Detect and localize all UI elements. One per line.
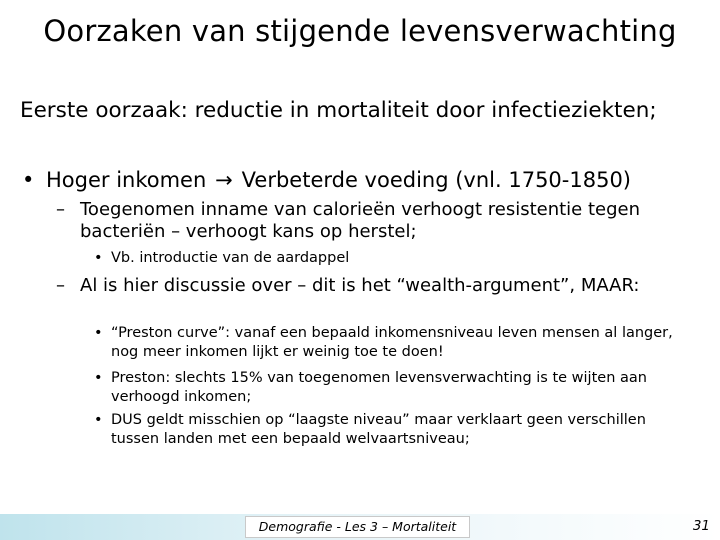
sub-text: “Preston curve”: vanaf een bepaald inkomensniveau leven mensen al langer, nog meer inkomen lijkt er weinig toe te doen! bbox=[111, 325, 673, 360]
sub-marker: • bbox=[94, 412, 103, 428]
sub-marker: • bbox=[94, 250, 103, 266]
dash-marker: – bbox=[56, 199, 65, 220]
sub-marker: • bbox=[94, 325, 103, 341]
sub-text: DUS geldt misschien op “laagste niveau” maar verklaart geen verschillen tussen landen met een bepaald welvaartsniveau; bbox=[111, 412, 646, 447]
footer-course-label: Demografie - Les 3 – Mortaliteit bbox=[245, 516, 470, 538]
sub-text: Preston: slechts 15% van toegenomen levensverwachting is te wijten aan verhoogd inkomen; bbox=[111, 370, 647, 405]
bullet-text-before: Hoger inkomen bbox=[46, 168, 207, 192]
bullet-text bbox=[46, 168, 631, 192]
slide-subtitle: Eerste oorzaak: reductie in mortaliteit door infectieziekten; bbox=[20, 98, 657, 123]
bullet-text-after: Verbeterde voeding (vnl. 1750-1850) bbox=[241, 168, 632, 192]
page-number: 31 bbox=[692, 518, 710, 534]
bullet-marker: • bbox=[22, 168, 35, 192]
dash-text: Toegenomen inname van calorieën verhoogt resistentie tegen bacteriën – verhoogt kans op herstel; bbox=[80, 199, 641, 242]
dash-marker: – bbox=[56, 275, 65, 296]
sub-text: Vb. introductie van de aardappel bbox=[111, 250, 350, 266]
dash-text: Al is hier discussie over – dit is het “wealth-argument”, MAAR: bbox=[80, 275, 640, 296]
sub-marker: • bbox=[94, 370, 103, 386]
arrow-right-icon: → bbox=[215, 168, 233, 192]
slide-title: Oorzaken van stijgende levensverwachting bbox=[43, 14, 677, 48]
